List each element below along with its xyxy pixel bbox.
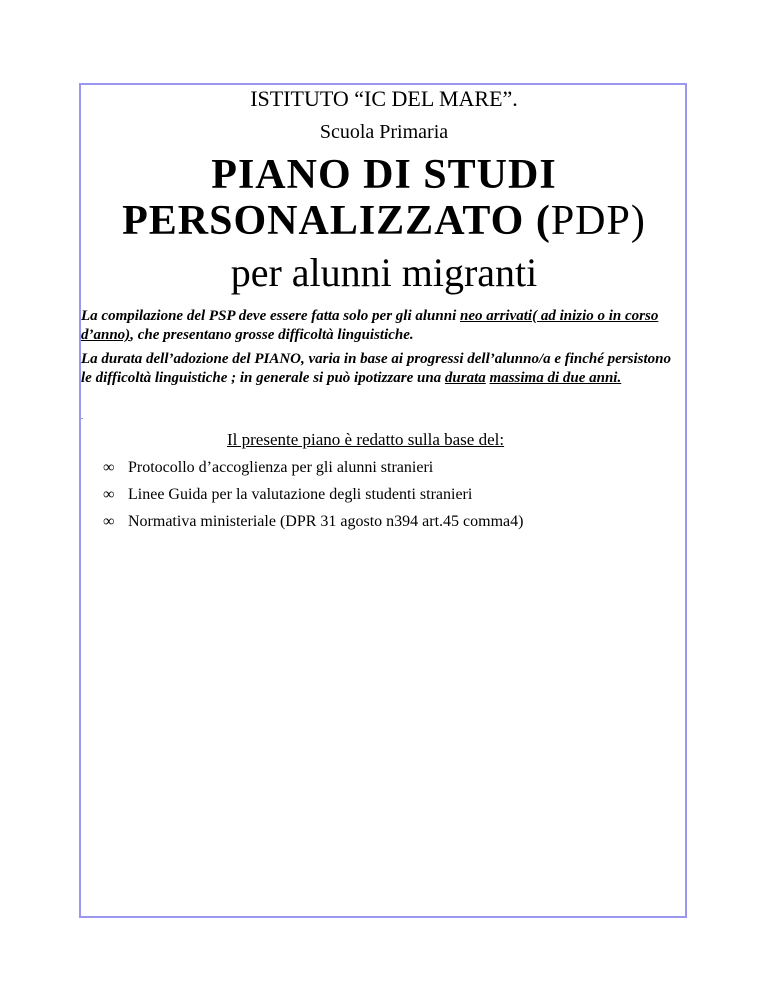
list-item-text: Normativa ministeriale (DPR 31 agosto n394 art.45 comma4): [128, 513, 524, 530]
institute-name: ISTITUTO “IC DEL MARE”.: [250, 86, 518, 111]
basis-intro: Il presente piano è redatto sulla base del:: [227, 430, 505, 449]
document-title: [0, 152, 768, 244]
document-subtitle: per alunni migranti: [230, 250, 538, 295]
title-acronym: PDP): [550, 198, 646, 244]
list-item-text: Protocollo d’accoglienza per gli alunni stranieri: [128, 459, 434, 476]
note-underlined-text: durata: [444, 370, 486, 386]
note-underlined-text: neo arrivati( ad inizio o in corso d’anno): [81, 308, 659, 343]
list-item: [103, 485, 523, 512]
note-text: , che presentano grosse difficoltà linguistiche.: [130, 327, 414, 343]
school-type: Scuola Primaria: [319, 121, 449, 143]
note-text: La durata dell’adozione del PIANO, varia in base ai progressi dell’alunno/a e finché persistono le difficoltà linguistiche ; in generale si può ipotizzare una: [81, 351, 672, 386]
list-item-text: Linee Guida per la valutazione degli studenti stranieri: [128, 486, 473, 503]
infinity-bullet-icon: ∞: [103, 513, 115, 530]
stray-dot: .: [81, 412, 83, 421]
note-text: La compilazione del PSP deve essere fatta solo per gli alunni: [81, 308, 460, 324]
title-bold-part: PERSONALIZZATO (: [122, 198, 551, 244]
title-line-1: PIANO DI STUDI: [211, 152, 557, 198]
infinity-bullet-icon: ∞: [103, 486, 115, 503]
note-compilation: [81, 307, 673, 345]
note-underlined-text: massima di due anni.: [489, 370, 622, 386]
title-line-2: [0, 198, 768, 244]
basis-list: [103, 458, 523, 539]
list-item: [103, 512, 523, 539]
note-duration: [81, 350, 673, 388]
list-item: [103, 458, 523, 485]
infinity-bullet-icon: ∞: [103, 459, 115, 476]
